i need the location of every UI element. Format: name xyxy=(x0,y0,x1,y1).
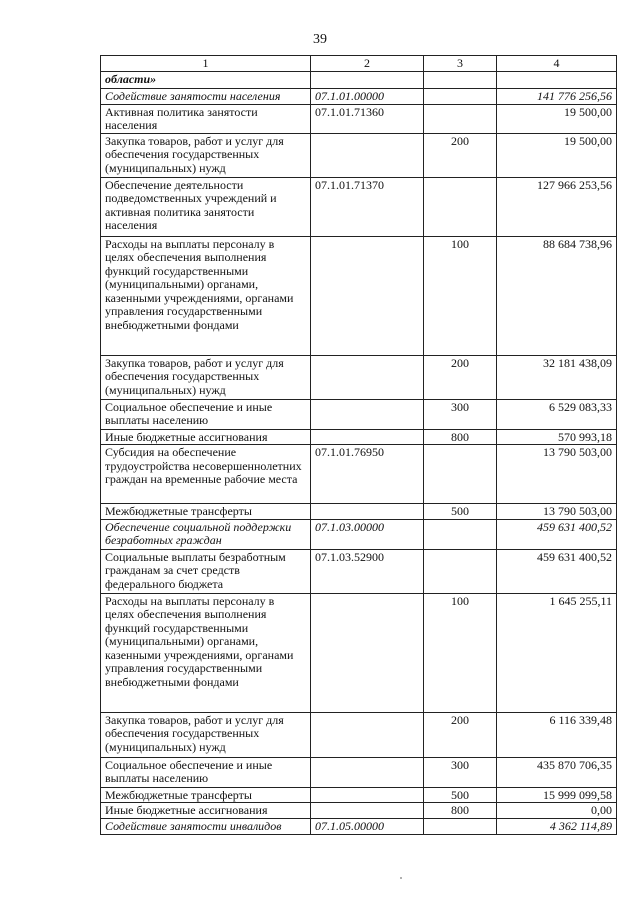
row-expense-type-cell xyxy=(424,445,497,504)
row-amount-cell: 459 631 400,52 xyxy=(497,519,617,549)
table-row xyxy=(101,712,617,757)
row-amount-cell xyxy=(497,72,617,89)
table-row xyxy=(101,504,617,520)
row-code-cell: 07.1.01.71370 xyxy=(311,177,424,236)
row-code-cell xyxy=(311,72,424,89)
row-amount-cell: 13 790 503,00 xyxy=(497,504,617,520)
row-code-cell xyxy=(311,504,424,520)
row-expense-type-cell: 800 xyxy=(424,803,497,819)
row-name-cell: Расходы на выплаты персоналу в целях обеспечения выполнения функций государственными (муниципальными) органами, казенными учреждениями, органами управления государственными внебюджетными фондами xyxy=(101,593,311,712)
row-name-cell: Социальное обеспечение и иные выплаты населению xyxy=(101,399,311,429)
page-number: 39 xyxy=(313,32,327,47)
row-name-cell: Иные бюджетные ассигнования xyxy=(101,803,311,819)
row-name-cell: Социальные выплаты безработным гражданам за счет средств федерального бюджета xyxy=(101,549,311,593)
row-expense-type-cell: 800 xyxy=(424,429,497,445)
row-amount-cell: 127 966 253,56 xyxy=(497,177,617,236)
row-code-cell: 07.1.03.00000 xyxy=(311,519,424,549)
row-amount-cell: 0,00 xyxy=(497,803,617,819)
row-expense-type-cell: 100 xyxy=(424,236,497,355)
row-amount-cell: 1 645 255,11 xyxy=(497,593,617,712)
row-code-cell xyxy=(311,133,424,177)
table-row xyxy=(101,429,617,445)
scan-speck xyxy=(400,877,402,879)
budget-table-body xyxy=(101,56,617,835)
row-amount-cell: 32 181 438,09 xyxy=(497,355,617,399)
row-amount-cell: 459 631 400,52 xyxy=(497,549,617,593)
row-code-cell xyxy=(311,236,424,355)
column-header-2: 2 xyxy=(311,56,424,72)
row-expense-type-cell xyxy=(424,72,497,89)
row-amount-cell: 570 993,18 xyxy=(497,429,617,445)
table-row xyxy=(101,72,617,89)
row-code-cell: 07.1.03.52900 xyxy=(311,549,424,593)
table-row xyxy=(101,445,617,504)
row-name-cell: Межбюджетные трансферты xyxy=(101,504,311,520)
row-amount-cell: 4 362 114,89 xyxy=(497,818,617,834)
row-name-cell: Обеспечение социальной поддержки безработных граждан xyxy=(101,519,311,549)
row-code-cell: 07.1.01.00000 xyxy=(311,89,424,105)
row-expense-type-cell: 200 xyxy=(424,355,497,399)
row-code-cell: 07.1.05.00000 xyxy=(311,818,424,834)
row-name-cell: Межбюджетные трансферты xyxy=(101,787,311,803)
row-code-cell xyxy=(311,429,424,445)
row-code-cell xyxy=(311,399,424,429)
row-amount-cell: 6 529 083,33 xyxy=(497,399,617,429)
column-header-3: 3 xyxy=(424,56,497,72)
row-expense-type-cell xyxy=(424,519,497,549)
row-amount-cell: 19 500,00 xyxy=(497,104,617,133)
row-amount-cell: 19 500,00 xyxy=(497,133,617,177)
table-row xyxy=(101,549,617,593)
table-row xyxy=(101,104,617,133)
row-expense-type-cell xyxy=(424,818,497,834)
column-header-4: 4 xyxy=(497,56,617,72)
row-expense-type-cell xyxy=(424,89,497,105)
row-expense-type-cell xyxy=(424,104,497,133)
row-name-cell: области» xyxy=(101,72,311,89)
row-code-cell xyxy=(311,757,424,787)
row-name-cell: Иные бюджетные ассигнования xyxy=(101,429,311,445)
row-name-cell: Расходы на выплаты персоналу в целях обеспечения выполнения функций государственными (муниципальными) органами, казенными учреждениями, органами управления государственными внебюджетными фондами xyxy=(101,236,311,355)
table-row xyxy=(101,593,617,712)
row-name-cell: Закупка товаров, работ и услуг для обеспечения государственных (муниципальных) нужд xyxy=(101,355,311,399)
table-row xyxy=(101,399,617,429)
column-header-1: 1 xyxy=(101,56,311,72)
row-code-cell xyxy=(311,803,424,819)
row-name-cell: Содействие занятости населения xyxy=(101,89,311,105)
row-code-cell xyxy=(311,787,424,803)
table-row xyxy=(101,757,617,787)
row-expense-type-cell: 300 xyxy=(424,399,497,429)
row-expense-type-cell xyxy=(424,549,497,593)
row-code-cell xyxy=(311,355,424,399)
row-name-cell: Содействие занятости инвалидов xyxy=(101,818,311,834)
row-amount-cell: 88 684 738,96 xyxy=(497,236,617,355)
column-header-row xyxy=(101,56,617,72)
row-amount-cell: 6 116 339,48 xyxy=(497,712,617,757)
row-code-cell xyxy=(311,712,424,757)
row-expense-type-cell: 300 xyxy=(424,757,497,787)
row-expense-type-cell xyxy=(424,177,497,236)
row-name-cell: Обеспечение деятельности подведомственных учреждений и активная политика занятости населения xyxy=(101,177,311,236)
table-row xyxy=(101,236,617,355)
row-name-cell: Закупка товаров, работ и услуг для обеспечения государственных (муниципальных) нужд xyxy=(101,133,311,177)
row-code-cell xyxy=(311,593,424,712)
row-amount-cell: 15 999 099,58 xyxy=(497,787,617,803)
table-row xyxy=(101,787,617,803)
table-row xyxy=(101,803,617,819)
row-expense-type-cell: 500 xyxy=(424,787,497,803)
row-code-cell: 07.1.01.71360 xyxy=(311,104,424,133)
row-code-cell: 07.1.01.76950 xyxy=(311,445,424,504)
table-row xyxy=(101,177,617,236)
row-name-cell: Социальное обеспечение и иные выплаты населению xyxy=(101,757,311,787)
row-name-cell: Закупка товаров, работ и услуг для обеспечения государственных (муниципальных) нужд xyxy=(101,712,311,757)
table-row xyxy=(101,519,617,549)
row-expense-type-cell: 200 xyxy=(424,133,497,177)
row-name-cell: Субсидия на обеспечение трудоустройства несовершеннолетних граждан на временные рабочие места xyxy=(101,445,311,504)
row-expense-type-cell: 200 xyxy=(424,712,497,757)
table-row xyxy=(101,133,617,177)
table-row xyxy=(101,355,617,399)
row-expense-type-cell: 500 xyxy=(424,504,497,520)
table-row xyxy=(101,89,617,105)
row-expense-type-cell: 100 xyxy=(424,593,497,712)
row-name-cell: Активная политика занятости населения xyxy=(101,104,311,133)
table-row xyxy=(101,818,617,834)
row-amount-cell: 435 870 706,35 xyxy=(497,757,617,787)
budget-table xyxy=(100,55,617,835)
row-amount-cell: 141 776 256,56 xyxy=(497,89,617,105)
row-amount-cell: 13 790 503,00 xyxy=(497,445,617,504)
